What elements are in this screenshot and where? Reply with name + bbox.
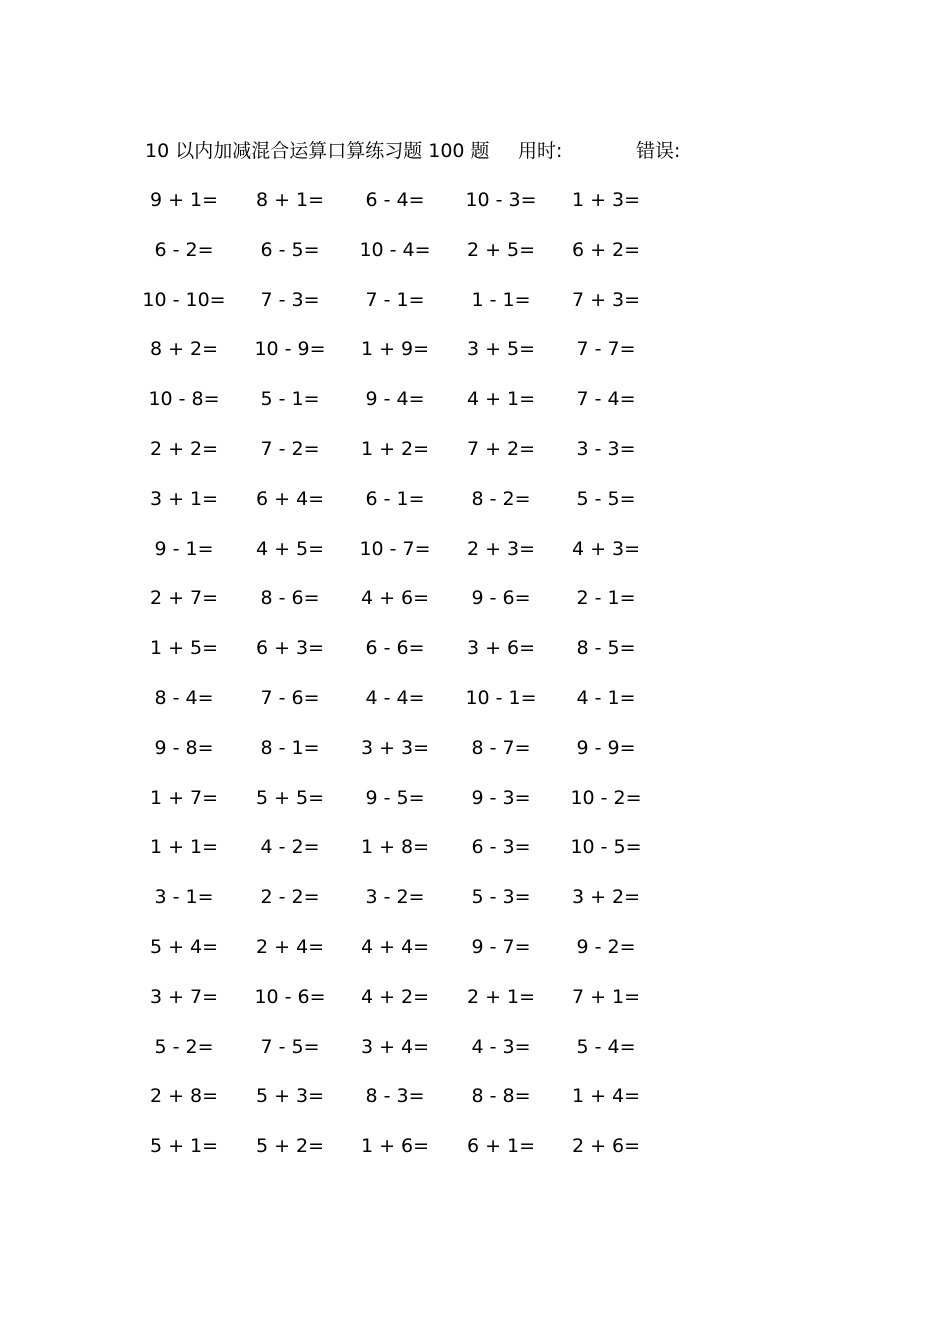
problem-row <box>140 1032 680 1082</box>
math-problem: 1 + 5= <box>149 637 219 660</box>
problem-row <box>140 982 680 1032</box>
math-problem: 2 + 1= <box>466 985 536 1008</box>
math-problem: 4 + 6= <box>360 587 430 610</box>
math-problem: 1 + 4= <box>571 1085 641 1108</box>
math-problem: 10 - 1= <box>465 686 537 709</box>
math-problem: 4 - 3= <box>471 1035 531 1058</box>
math-problem: 3 + 2= <box>571 886 641 909</box>
problem-row <box>140 733 680 783</box>
problem-row <box>140 235 680 285</box>
problem-row <box>140 185 680 235</box>
math-problem: 10 - 8= <box>148 388 220 411</box>
math-problem: 9 - 5= <box>365 786 425 809</box>
math-problem: 1 + 7= <box>149 786 219 809</box>
math-problem: 7 - 3= <box>260 288 320 311</box>
problem-row <box>140 334 680 384</box>
math-problem: 5 + 2= <box>255 1135 325 1158</box>
math-problem: 5 - 1= <box>260 388 320 411</box>
math-problem: 2 + 4= <box>255 935 325 958</box>
math-problem: 10 - 9= <box>254 338 326 361</box>
math-problem: 6 - 5= <box>260 238 320 261</box>
problem-row <box>140 932 680 982</box>
math-problem: 1 + 8= <box>360 836 430 859</box>
error-count-label: 错误: <box>636 140 681 162</box>
time-used-label: 用时: <box>518 140 563 162</box>
math-problem: 4 + 3= <box>571 537 641 560</box>
problem-row <box>140 534 680 584</box>
math-problem: 7 - 5= <box>260 1035 320 1058</box>
problem-row <box>140 484 680 534</box>
math-problem: 9 - 2= <box>576 935 636 958</box>
math-problem: 6 - 4= <box>365 189 425 211</box>
math-problem: 4 + 1= <box>466 388 536 411</box>
math-problem: 10 - 10= <box>142 288 226 311</box>
math-problem: 6 - 6= <box>365 637 425 660</box>
math-problem: 2 + 7= <box>149 587 219 610</box>
math-problem: 9 + 1= <box>149 189 219 211</box>
math-problem: 6 - 3= <box>471 836 531 859</box>
math-problem: 10 - 6= <box>254 985 326 1008</box>
math-problem: 5 + 4= <box>149 935 219 958</box>
problem-row <box>140 1131 680 1181</box>
math-problem: 2 - 2= <box>260 886 320 909</box>
problem-row <box>140 683 680 733</box>
math-problem: 5 + 5= <box>255 786 325 809</box>
math-problem: 5 - 5= <box>576 487 636 510</box>
math-problem: 6 + 3= <box>255 637 325 660</box>
math-problem: 9 - 3= <box>471 786 531 809</box>
math-problem: 10 - 3= <box>465 189 537 211</box>
problem-row <box>140 832 680 882</box>
math-problem: 1 - 1= <box>471 288 531 311</box>
math-problem: 8 - 7= <box>471 736 531 759</box>
math-problem: 7 + 1= <box>571 985 641 1008</box>
math-problem: 2 + 5= <box>466 238 536 261</box>
math-problem: 8 + 1= <box>255 189 325 211</box>
math-problem: 6 + 1= <box>466 1135 536 1158</box>
math-problem: 7 + 2= <box>466 437 536 460</box>
problem-row <box>140 583 680 633</box>
problem-row <box>140 434 680 484</box>
math-problem: 7 - 6= <box>260 686 320 709</box>
math-problem: 1 + 1= <box>149 836 219 859</box>
math-problem: 3 + 1= <box>149 487 219 510</box>
math-problem: 3 + 6= <box>466 637 536 660</box>
math-problem: 2 + 6= <box>571 1135 641 1158</box>
math-problem: 9 - 1= <box>154 537 214 560</box>
problem-row <box>140 633 680 683</box>
math-problem: 5 - 2= <box>154 1035 214 1058</box>
math-problem: 5 + 3= <box>255 1085 325 1108</box>
math-problem: 8 - 6= <box>260 587 320 610</box>
math-problem: 4 + 2= <box>360 985 430 1008</box>
problem-row <box>140 882 680 932</box>
math-problem: 2 + 3= <box>466 537 536 560</box>
math-problem: 4 - 1= <box>576 686 636 709</box>
math-problem: 1 + 6= <box>360 1135 430 1158</box>
math-problem: 7 - 1= <box>365 288 425 311</box>
math-problem: 3 - 3= <box>576 437 636 460</box>
math-problem: 1 + 9= <box>360 338 430 361</box>
math-problem: 8 - 8= <box>471 1085 531 1108</box>
math-problem: 1 + 2= <box>360 437 430 460</box>
math-problem: 6 + 2= <box>571 238 641 261</box>
math-problem: 8 - 4= <box>154 686 214 709</box>
math-problem: 4 - 4= <box>365 686 425 709</box>
math-problem: 3 - 1= <box>154 886 214 909</box>
math-problem: 8 - 5= <box>576 637 636 660</box>
math-problem: 10 - 5= <box>570 836 642 859</box>
math-problem: 9 - 6= <box>471 587 531 610</box>
math-problem: 3 - 2= <box>365 886 425 909</box>
math-problem: 6 + 4= <box>255 487 325 510</box>
problem-row <box>140 1081 680 1131</box>
problem-row <box>140 783 680 833</box>
math-problem: 9 - 4= <box>365 388 425 411</box>
math-problem: 10 - 2= <box>570 786 642 809</box>
math-problem: 6 - 1= <box>365 487 425 510</box>
math-problem: 2 - 1= <box>576 587 636 610</box>
math-problem: 7 - 4= <box>576 388 636 411</box>
math-problem: 1 + 3= <box>571 189 641 211</box>
math-problem: 7 - 2= <box>260 437 320 460</box>
math-problem: 3 + 3= <box>360 736 430 759</box>
math-problem: 5 + 1= <box>149 1135 219 1158</box>
math-problem: 9 - 9= <box>576 736 636 759</box>
math-problem: 4 + 5= <box>255 537 325 560</box>
math-problem: 5 - 4= <box>576 1035 636 1058</box>
math-problem: 6 - 2= <box>154 238 214 261</box>
math-problem: 4 - 2= <box>260 836 320 859</box>
math-problem: 8 - 1= <box>260 736 320 759</box>
problem-grid <box>140 185 680 1181</box>
math-problem: 9 - 7= <box>471 935 531 958</box>
math-problem: 3 + 7= <box>149 985 219 1008</box>
math-problem: 4 + 4= <box>360 935 430 958</box>
math-problem: 7 - 7= <box>576 338 636 361</box>
math-problem: 7 + 3= <box>571 288 641 311</box>
math-problem: 10 - 4= <box>359 238 431 261</box>
problem-row <box>140 384 680 434</box>
math-problem: 8 - 3= <box>365 1085 425 1108</box>
math-problem: 2 + 8= <box>149 1085 219 1108</box>
math-problem: 9 - 8= <box>154 736 214 759</box>
math-problem: 8 + 2= <box>149 338 219 361</box>
math-problem: 10 - 7= <box>359 537 431 560</box>
worksheet-title: 10 以内加减混合运算口算练习题 100 题 <box>145 140 490 162</box>
math-problem: 2 + 2= <box>149 437 219 460</box>
math-problem: 5 - 3= <box>471 886 531 909</box>
math-problem: 3 + 4= <box>360 1035 430 1058</box>
problem-row <box>140 285 680 335</box>
math-problem: 3 + 5= <box>466 338 536 361</box>
math-problem: 8 - 2= <box>471 487 531 510</box>
